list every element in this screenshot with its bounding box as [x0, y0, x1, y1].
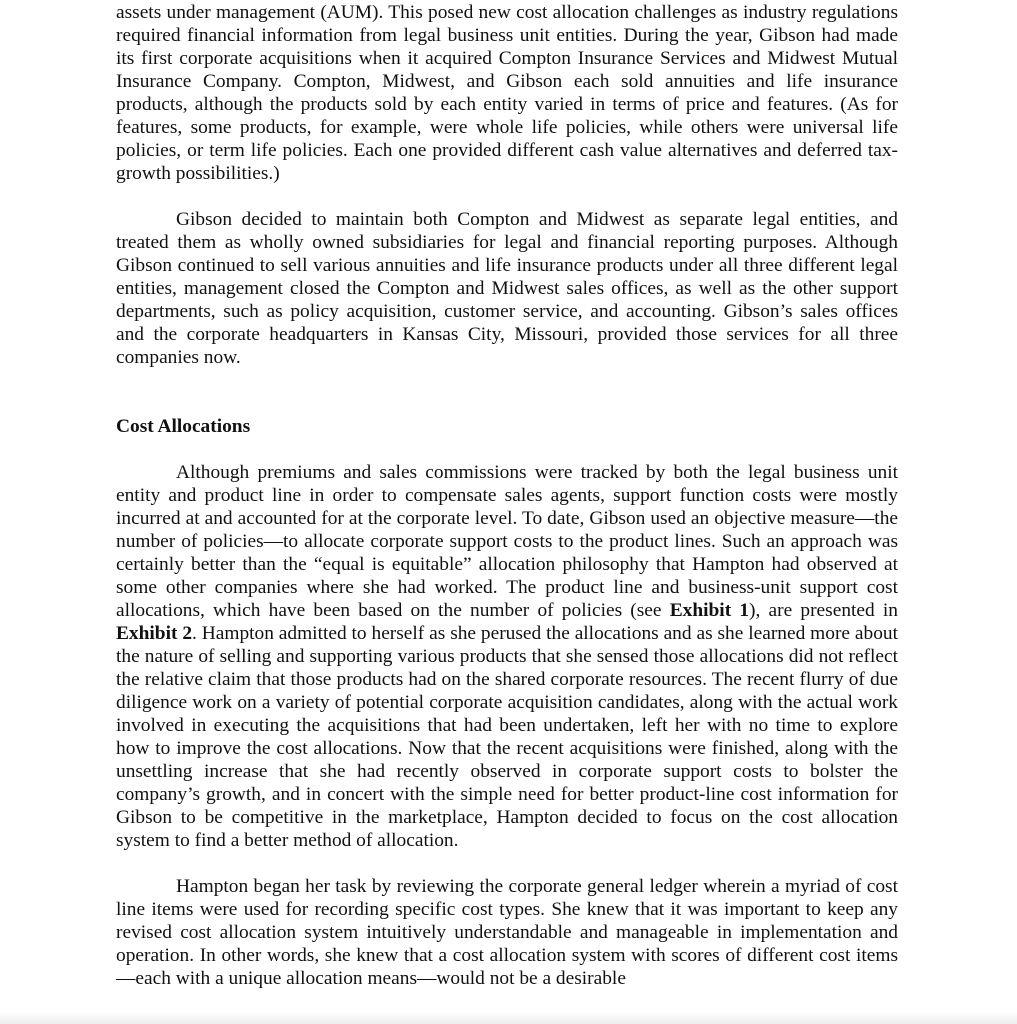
document-page — [116, 1, 898, 990]
exhibit-2-reference: Exhibit 2 — [116, 623, 193, 644]
paragraph-text: . Hampton admitted to herself as she perused the allocations and as she learned more about the nature of selling and supporting various products that she sensed those allocations did not reflect the relative claim that those products had on the shared corporate resources. The recent flurry of due diligence work on a variety of potential corporate acquisition candidates, along with the actual work involved in executing the acquisitions that had been undertaken, left her with no time to explore how to improve the cost allocations. Now that the recent acquisitions were finished, along with the unsettling increase that she had recently observed in corporate support costs to bolster the company’s growth, and in concert with the simple need for better product-line cost information for Gibson to be competitive in the marketplace, Hampton decided to focus on the cost allocation system to find a better method of allocation. — [116, 623, 898, 851]
paragraph-text: Although premiums and sales commissions were tracked by both the legal business unit entity and product line in order to compensate sales agents, support function costs were mostly incurred at and accounted for at the corporate level. To date, Gibson used an objective measure—the number of policies—to allocate corporate support costs to the product lines. Such an approach was certainly better than the “equal is equitable” allocation philosophy that Hampton had observed at some other companies where she had worked. The product line and business-unit support cost allocations, which have been based on the number of policies (see — [116, 462, 898, 621]
exhibit-1-reference: Exhibit 1 — [669, 600, 750, 621]
paragraph-cost-allocations — [116, 461, 898, 852]
bottom-fade — [0, 1012, 1017, 1024]
paragraph-aum: assets under management (AUM). This posed new cost allocation challenges as industry regulations required financial information from legal business unit entities. During the year, Gibson had made its first corporate acquisitions when it acquired Compton Insurance Services and Midwest Mutual Insurance Company. Compton, Midwest, and Gibson each sold annuities and life insurance products, although the products sold by each entity varied in terms of price and features. (As for features, some products, for example, were whole life policies, while others were universal life policies, or term life policies. Each one provided different cash value alternatives and deferred tax-growth possibilities.) — [116, 2, 898, 184]
paragraph-general-ledger: Hampton began her task by reviewing the corporate general ledger wherein a myriad of cost line items were used for recording specific cost types. She knew that it was important to keep any revised cost allocation system intuitively understandable and manageable in implementation and operation. In other words, she knew that a cost allocation system with scores of different cost items—each with a unique allocation means—would not be a desirable — [116, 876, 898, 989]
paragraph-subsidiaries: Gibson decided to maintain both Compton and Midwest as separate legal entities, and treated them as wholly owned subsidiaries for legal and financial reporting purposes. Although Gibson continued to sell various annuities and life insurance products under all three different legal entities, management closed the Compton and Midwest sales offices, as well as the other support departments, such as policy acquisition, customer service, and accounting. Gibson’s sales offices and the corporate headquarters in Kansas City, Missouri, provided those services for all three companies now. — [116, 209, 898, 368]
paragraph-text: ), are presented in — [749, 600, 898, 621]
section-heading-cost-allocations: Cost Allocations — [116, 416, 251, 437]
